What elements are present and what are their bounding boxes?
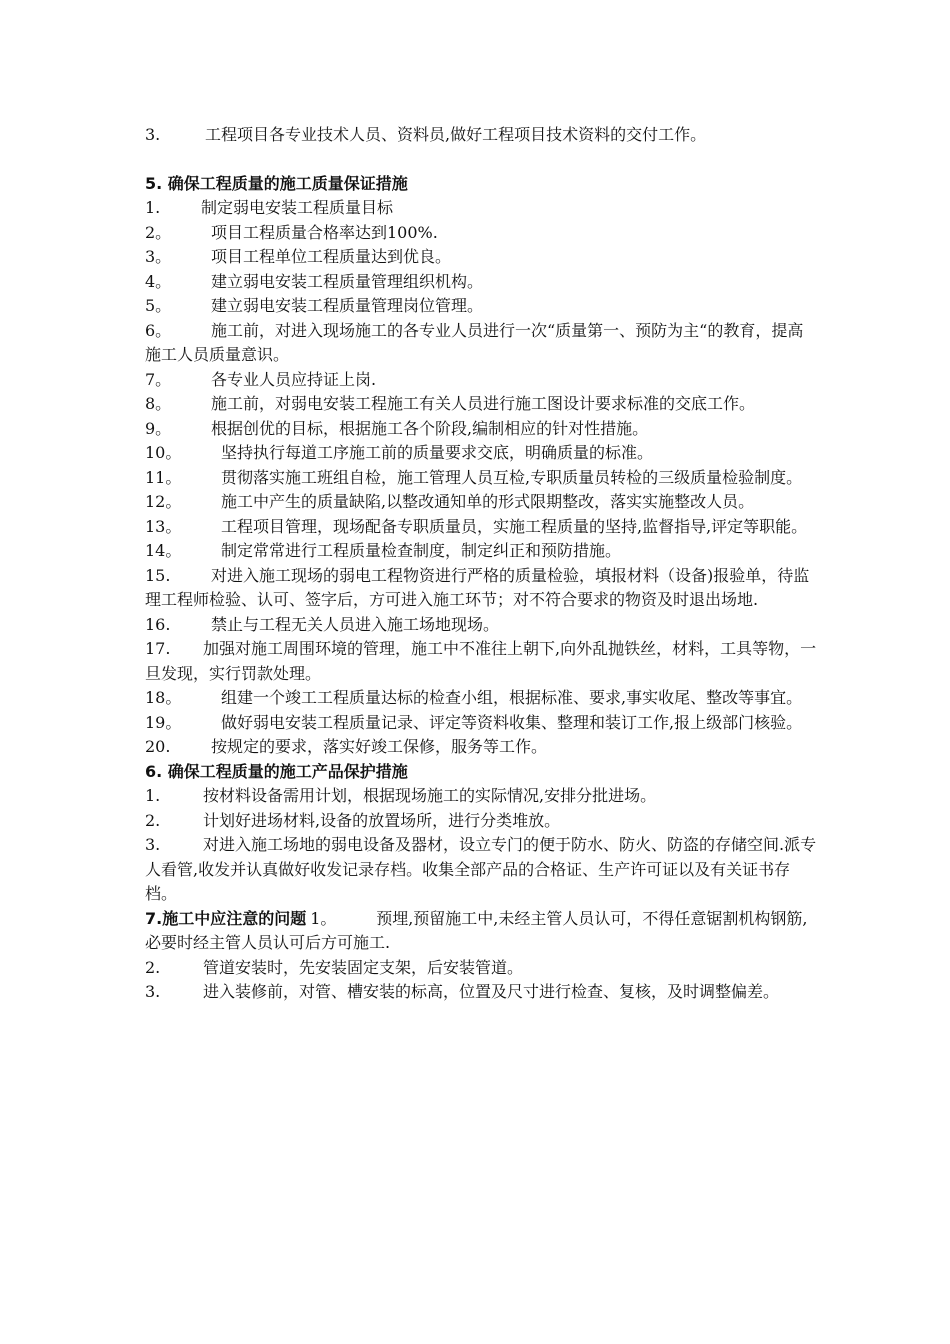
item-number: 2. bbox=[145, 957, 161, 977]
item-text: 工程项目各专业技术人员、资料员,做好工程项目技术资料的交付工作。 bbox=[205, 125, 707, 144]
list-item bbox=[145, 196, 817, 221]
item-number: 8。 bbox=[145, 394, 172, 413]
item-text: 建立弱电安装工程质量管理岗位管理。 bbox=[211, 296, 484, 315]
item-text: 制定弱电安装工程质量目标 bbox=[201, 198, 394, 217]
section7-heading: 7.施工中应注意的问题 bbox=[145, 908, 307, 928]
item-number: 20. bbox=[145, 737, 171, 756]
item-text: 坚持执行每道工序施工前的质量要求交底，明确质量的标准。 bbox=[221, 443, 654, 462]
item-text: 管道安装时，先安装固定支架，后安装管道。 bbox=[203, 957, 524, 977]
item-text: 对进入施工现场的弱电工程物资进行严格的质量检验，填报材料（设备)报验单，待监理工程师检验、认可、签字后，方可进入施工环节；对不符合要求的物资及时退出场地. bbox=[145, 565, 810, 609]
item-number: 10。 bbox=[145, 443, 182, 462]
list-item bbox=[145, 490, 817, 515]
list-item bbox=[145, 711, 817, 736]
item-number: 3. bbox=[145, 982, 161, 1001]
item-text: 进入装修前，对管、槽安装的标高，位置及尺寸进行检查、复核，及时调整偏差。 bbox=[203, 982, 780, 1001]
item-number: 16. bbox=[145, 614, 171, 634]
item-text: 项目工程质量合格率达到100%. bbox=[211, 222, 438, 242]
item-number: 13。 bbox=[145, 516, 182, 536]
list-item bbox=[145, 735, 817, 760]
list-item bbox=[145, 809, 817, 834]
list-item bbox=[145, 637, 817, 686]
section7-first-item bbox=[145, 907, 817, 956]
intro-item bbox=[145, 123, 817, 148]
item-number: 18。 bbox=[145, 688, 182, 707]
item-number: 3. bbox=[145, 125, 161, 144]
item-text: 预埋,预留施工中,未经主管人员认可，不得任意锯割机构钢筋,必要时经主管人员认可后方可施工. bbox=[145, 908, 808, 952]
section5-heading: 5. 确保工程质量的施工质量保证措施 bbox=[145, 173, 408, 193]
list-item bbox=[145, 956, 817, 981]
item-number: 2。 bbox=[145, 222, 172, 242]
item-number: 15. bbox=[145, 565, 171, 585]
item-number: 1. bbox=[145, 786, 161, 805]
list-item bbox=[145, 221, 817, 246]
list-item bbox=[145, 466, 817, 491]
item-number: 4。 bbox=[145, 271, 172, 291]
item-text: 按规定的要求，落实好竣工保修，服务等工作。 bbox=[211, 737, 548, 756]
item-number: 11。 bbox=[145, 467, 182, 487]
list-item bbox=[145, 417, 817, 442]
list-item bbox=[145, 441, 817, 466]
item-text: 施工前，对进入现场施工的各专业人员进行一次“质量第一、预防为主“的教育，提高施工人员质量意识。 bbox=[145, 320, 804, 364]
list-item bbox=[145, 245, 817, 270]
item-number: 7。 bbox=[145, 369, 172, 389]
item-text: 制定常常进行工程质量检查制度，制定纠正和预防措施。 bbox=[221, 541, 622, 560]
item-text: 对进入施工场地的弱电设备及器材，设立专门的便于防水、防火、防盗的存储空间.派专人看管,收发并认真做好收发记录存档。收集全部产品的合格证、生产许可证以及有关证书存档。 bbox=[145, 835, 817, 903]
item-number: 9。 bbox=[145, 418, 172, 438]
item-text: 施工前，对弱电安装工程施工有关人员进行施工图设计要求标准的交底工作。 bbox=[211, 394, 756, 413]
document-body bbox=[145, 123, 817, 1005]
list-item bbox=[145, 294, 817, 319]
item-text: 加强对施工周围环境的管理，施工中不准往上朝下,向外乱抛铁丝，材料，工具等物，一旦发现，实行罚款处理。 bbox=[145, 639, 817, 683]
list-item bbox=[145, 784, 817, 809]
item-number: 14。 bbox=[145, 541, 182, 560]
item-number: 12。 bbox=[145, 492, 182, 511]
item-number: 5。 bbox=[145, 296, 172, 315]
item-text: 根据创优的目标，根据施工各个阶段,编制相应的针对性措施。 bbox=[211, 418, 649, 438]
list-item bbox=[145, 392, 817, 417]
item-text: 项目工程单位工程质量达到优良。 bbox=[211, 247, 452, 266]
list-item bbox=[145, 539, 817, 564]
list-item bbox=[145, 564, 817, 613]
item-number: 2. bbox=[145, 810, 161, 830]
list-item bbox=[145, 270, 817, 295]
item-text: 工程项目管理，现场配备专职质量员，实施工程质量的坚持,监督指导,评定等职能。 bbox=[221, 516, 808, 536]
item-text: 计划好进场材料,设备的放置场所，进行分类堆放。 bbox=[203, 810, 561, 830]
item-number: 1. bbox=[145, 198, 161, 217]
item-text: 禁止与工程无关人员进入施工场地现场。 bbox=[211, 614, 500, 634]
list-item bbox=[145, 833, 817, 907]
item-number: 6。 bbox=[145, 320, 172, 340]
list-item bbox=[145, 515, 817, 540]
section6-heading: 6. 确保工程质量的施工产品保护措施 bbox=[145, 761, 408, 781]
item-text: 组建一个竣工工程质量达标的检查小组，根据标准、要求,事实收尾、整改等事宜。 bbox=[221, 688, 803, 707]
item-number: 3。 bbox=[145, 247, 172, 266]
item-text: 贯彻落实施工班组自检，施工管理人员互检,专职质量员转检的三级质量检验制度。 bbox=[221, 467, 803, 487]
list-item bbox=[145, 686, 817, 711]
item-text: 施工中产生的质量缺陷,以整改通知单的形式限期整改，落实实施整改人员。 bbox=[221, 492, 755, 511]
item-number: 1。 bbox=[310, 908, 337, 928]
item-text: 做好弱电安装工程质量记录、评定等资料收集、整理和装订工作,报上级部门核验。 bbox=[221, 712, 803, 732]
list-item bbox=[145, 319, 817, 368]
list-item bbox=[145, 368, 817, 393]
item-number: 3. bbox=[145, 835, 161, 854]
item-text: 建立弱电安装工程质量管理组织机构。 bbox=[211, 271, 484, 291]
item-text: 按材料设备需用计划，根据现场施工的实际情况,安排分批进场。 bbox=[203, 786, 657, 805]
item-number: 19。 bbox=[145, 712, 182, 732]
item-number: 17. bbox=[145, 639, 171, 658]
list-item bbox=[145, 613, 817, 638]
item-text: 各专业人员应持证上岗. bbox=[211, 369, 377, 389]
list-item bbox=[145, 980, 817, 1005]
